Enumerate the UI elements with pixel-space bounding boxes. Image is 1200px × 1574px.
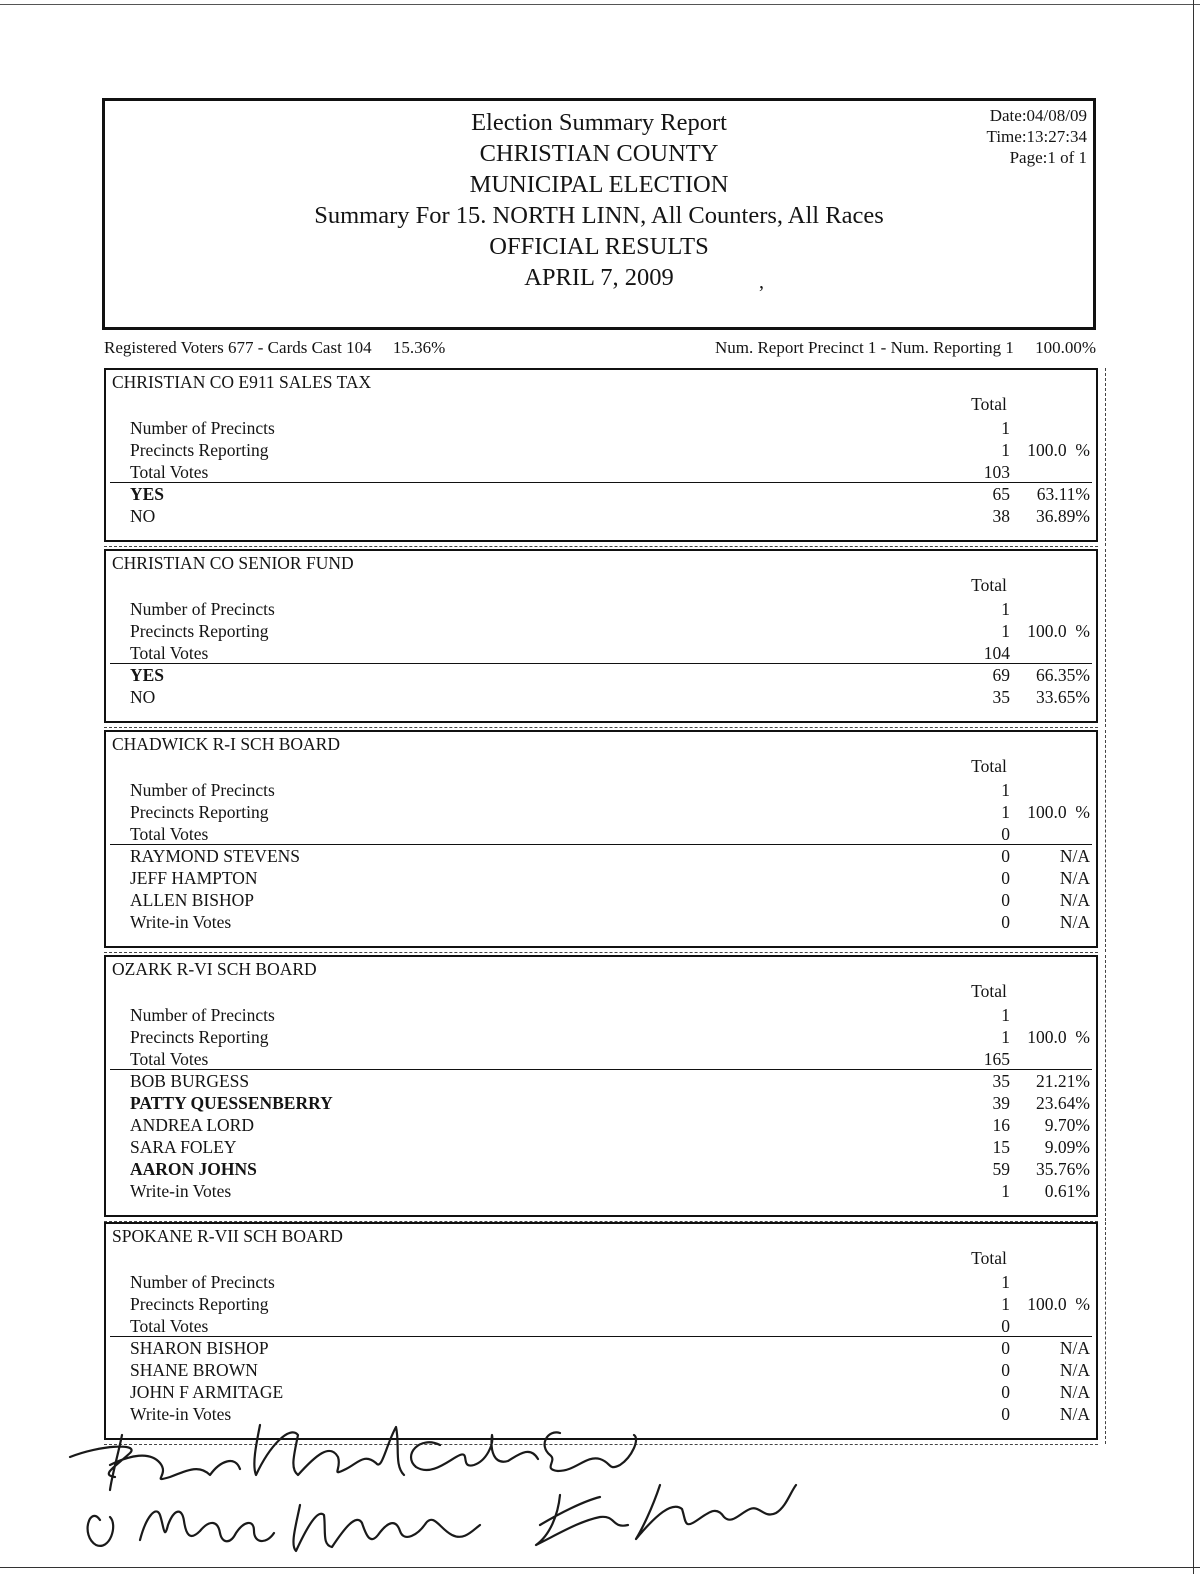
vote-total: 1 bbox=[1001, 1181, 1010, 1201]
stat-label: Number of Precincts bbox=[130, 599, 275, 619]
vote-total: 35 bbox=[992, 1071, 1010, 1091]
vote-total: 1 bbox=[1001, 440, 1010, 460]
election-name: MUNICIPAL ELECTION bbox=[469, 171, 729, 198]
race-box bbox=[104, 368, 1098, 542]
stat-row bbox=[106, 1316, 1096, 1338]
race-title: OZARK R-VI SCH BOARD bbox=[112, 959, 317, 979]
choice-name: NO bbox=[130, 687, 156, 707]
stat-label: Total Votes bbox=[130, 1316, 209, 1336]
vote-total: 0 bbox=[1001, 1360, 1010, 1380]
signatures bbox=[60, 1405, 820, 1565]
vote-total: 1 bbox=[1001, 1027, 1010, 1047]
choice-row bbox=[106, 912, 1096, 934]
report-time: Time:13:27:34 bbox=[986, 127, 1087, 146]
vote-total: 103 bbox=[983, 462, 1010, 482]
vote-total: 59 bbox=[992, 1159, 1010, 1179]
race-title: SPOKANE R-VII SCH BOARD bbox=[112, 1226, 343, 1246]
vote-percent: 100.0 % bbox=[1027, 802, 1090, 822]
choice-name: SARA FOLEY bbox=[130, 1137, 237, 1157]
stat-row bbox=[106, 802, 1096, 824]
county-name: CHRISTIAN COUNTY bbox=[479, 140, 719, 167]
vote-total: 0 bbox=[1001, 868, 1010, 888]
choice-name: YES bbox=[130, 484, 165, 504]
choice-name: Write-in Votes bbox=[130, 1404, 232, 1424]
choice-name: PATTY QUESSENBERRY bbox=[130, 1093, 333, 1113]
vote-percent: 66.35% bbox=[1036, 665, 1090, 685]
race-title: CHRISTIAN CO E911 SALES TAX bbox=[112, 372, 372, 392]
choice-name: NO bbox=[130, 506, 156, 526]
vote-percent: N/A bbox=[1059, 1338, 1090, 1358]
section-divider bbox=[110, 482, 1092, 483]
vote-percent: N/A bbox=[1059, 1404, 1090, 1424]
vote-percent: 0.61% bbox=[1044, 1181, 1090, 1201]
vote-percent: N/A bbox=[1059, 912, 1090, 932]
vote-percent: 100.0 % bbox=[1027, 1027, 1090, 1047]
report-meta bbox=[987, 105, 1087, 168]
vote-total: 0 bbox=[1001, 912, 1010, 932]
choice-name: SHARON BISHOP bbox=[130, 1338, 269, 1358]
vote-total: 1 bbox=[1001, 802, 1010, 822]
stat-row bbox=[106, 462, 1096, 484]
vote-percent: N/A bbox=[1059, 1360, 1090, 1380]
choice-row bbox=[106, 1360, 1096, 1382]
choice-name: Write-in Votes bbox=[130, 1181, 232, 1201]
vote-percent: 9.09% bbox=[1044, 1137, 1090, 1157]
choice-row bbox=[106, 1159, 1096, 1181]
report-title: Election Summary Report bbox=[471, 109, 727, 136]
vote-total: 38 bbox=[992, 506, 1010, 526]
signature-lisa-russell bbox=[536, 1485, 796, 1545]
stat-label: Number of Precincts bbox=[130, 780, 275, 800]
stat-label: Precincts Reporting bbox=[130, 621, 269, 641]
vote-total: 0 bbox=[1001, 1338, 1010, 1358]
choice-name: JEFF HAMPTON bbox=[130, 868, 258, 888]
stat-label: Total Votes bbox=[130, 462, 209, 482]
signature-carla-essert bbox=[411, 1432, 636, 1471]
stat-label: Precincts Reporting bbox=[130, 1294, 269, 1314]
choice-row bbox=[106, 506, 1096, 528]
race-title: CHRISTIAN CO SENIOR FUND bbox=[112, 553, 354, 573]
signature-marian-matthews bbox=[88, 1505, 480, 1551]
stat-row bbox=[106, 1005, 1096, 1027]
section-divider bbox=[110, 1069, 1092, 1070]
total-column-header: Total bbox=[971, 575, 1007, 595]
stat-label: Number of Precincts bbox=[130, 1272, 275, 1292]
turnout-summary bbox=[104, 338, 1096, 362]
vote-percent: N/A bbox=[1059, 846, 1090, 866]
stat-label: Number of Precincts bbox=[130, 1005, 275, 1025]
vote-total: 39 bbox=[992, 1093, 1010, 1113]
choice-row bbox=[106, 1338, 1096, 1360]
vote-total: 0 bbox=[1001, 1316, 1010, 1336]
vote-percent: N/A bbox=[1059, 890, 1090, 910]
total-column-header: Total bbox=[971, 1248, 1007, 1268]
vote-total: 104 bbox=[983, 643, 1010, 663]
choice-row bbox=[106, 484, 1096, 506]
choice-row bbox=[106, 868, 1096, 890]
vote-percent: 21.21% bbox=[1036, 1071, 1090, 1091]
race-box-edge bbox=[1099, 730, 1106, 952]
vote-total: 69 bbox=[992, 665, 1010, 685]
stat-row bbox=[106, 1294, 1096, 1316]
vote-total: 35 bbox=[992, 687, 1010, 707]
choice-name: Write-in Votes bbox=[130, 912, 232, 932]
total-column-header: Total bbox=[971, 981, 1007, 1001]
choice-row bbox=[106, 1137, 1096, 1159]
vote-total: 165 bbox=[983, 1049, 1010, 1069]
race-box bbox=[104, 549, 1098, 723]
scan-edge bbox=[1193, 0, 1194, 1574]
stat-row bbox=[106, 1027, 1096, 1049]
race-box bbox=[104, 955, 1098, 1217]
vote-percent: 100.0 % bbox=[1027, 440, 1090, 460]
vote-total: 0 bbox=[1001, 846, 1010, 866]
section-divider bbox=[110, 1336, 1092, 1337]
stat-label: Number of Precincts bbox=[130, 418, 275, 438]
race-box-edge bbox=[1099, 549, 1106, 727]
choice-row bbox=[106, 1115, 1096, 1137]
vote-total: 65 bbox=[992, 484, 1010, 504]
vote-total: 1 bbox=[1001, 621, 1010, 641]
choice-row bbox=[106, 687, 1096, 709]
stat-row bbox=[106, 780, 1096, 802]
choice-row bbox=[106, 1181, 1096, 1203]
vote-percent: N/A bbox=[1059, 868, 1090, 888]
vote-percent: 63.11% bbox=[1036, 484, 1090, 504]
stat-label: Total Votes bbox=[130, 643, 209, 663]
vote-total: 0 bbox=[1001, 1404, 1010, 1424]
section-divider bbox=[110, 844, 1092, 845]
race-box-edge bbox=[1099, 368, 1106, 546]
vote-total: 1 bbox=[1001, 418, 1010, 438]
registered-voters: Registered Voters 677 - Cards Cast 104 15.36% bbox=[104, 338, 446, 357]
choice-name: BOB BURGESS bbox=[130, 1071, 250, 1091]
stat-row bbox=[106, 1272, 1096, 1294]
signature-karen-moody bbox=[70, 1425, 404, 1490]
vote-total: 1 bbox=[1001, 599, 1010, 619]
stat-label: Precincts Reporting bbox=[130, 1027, 269, 1047]
race-box-edge bbox=[1099, 1222, 1106, 1444]
vote-total: 0 bbox=[1001, 824, 1010, 844]
stat-label: Precincts Reporting bbox=[130, 440, 269, 460]
stat-row bbox=[106, 621, 1096, 643]
vote-total: 1 bbox=[1001, 1272, 1010, 1292]
vote-percent: 35.76% bbox=[1036, 1159, 1090, 1179]
election-date: APRIL 7, 2009 bbox=[524, 264, 674, 291]
choice-row bbox=[106, 890, 1096, 912]
vote-percent: 100.0 % bbox=[1027, 621, 1090, 641]
choice-row bbox=[106, 665, 1096, 687]
stat-row bbox=[106, 440, 1096, 462]
section-divider bbox=[110, 663, 1092, 664]
stat-label: Total Votes bbox=[130, 1049, 209, 1069]
vote-total: 1 bbox=[1001, 780, 1010, 800]
total-column-header: Total bbox=[971, 394, 1007, 414]
choice-name: ALLEN BISHOP bbox=[130, 890, 254, 910]
stat-row bbox=[106, 1049, 1096, 1071]
report-header bbox=[102, 98, 1096, 330]
vote-percent: N/A bbox=[1059, 1382, 1090, 1402]
choice-name: RAYMOND STEVENS bbox=[130, 846, 301, 866]
stray-mark: , bbox=[759, 271, 764, 293]
vote-total: 15 bbox=[992, 1137, 1010, 1157]
vote-percent: 100.0 % bbox=[1027, 1294, 1090, 1314]
stat-row bbox=[106, 824, 1096, 846]
vote-percent: 36.89% bbox=[1036, 506, 1090, 526]
precincts-reporting-summary: Num. Report Precinct 1 - Num. Reporting 1 100.00% bbox=[714, 338, 1096, 357]
scan-edge bbox=[0, 0, 1200, 5]
vote-total: 1 bbox=[1001, 1005, 1010, 1025]
vote-total: 0 bbox=[1001, 890, 1010, 910]
total-column-header: Total bbox=[971, 756, 1007, 776]
choice-name: YES bbox=[130, 665, 165, 685]
choice-name: JOHN F ARMITAGE bbox=[130, 1382, 284, 1402]
race-box bbox=[104, 730, 1098, 948]
vote-total: 16 bbox=[992, 1115, 1010, 1135]
header-titles bbox=[105, 107, 1093, 293]
choice-name: AARON JOHNS bbox=[130, 1159, 257, 1179]
stat-label: Total Votes bbox=[130, 824, 209, 844]
stat-row bbox=[106, 418, 1096, 440]
stat-row bbox=[106, 599, 1096, 621]
vote-total: 0 bbox=[1001, 1382, 1010, 1402]
choice-row bbox=[106, 1071, 1096, 1093]
results-status: OFFICIAL RESULTS bbox=[489, 233, 709, 260]
race-title: CHADWICK R-I SCH BOARD bbox=[112, 734, 340, 754]
choice-row bbox=[106, 1382, 1096, 1404]
summary-for: Summary For 15. NORTH LINN, All Counters, All Races bbox=[314, 202, 884, 229]
choice-name: ANDREA LORD bbox=[130, 1115, 254, 1135]
choice-row bbox=[106, 846, 1096, 868]
report-date: Date:04/08/09 bbox=[989, 106, 1087, 125]
race-box-edge bbox=[1099, 955, 1106, 1221]
choice-name: SHANE BROWN bbox=[130, 1360, 258, 1380]
choice-row bbox=[106, 1093, 1096, 1115]
vote-percent: 33.65% bbox=[1036, 687, 1090, 707]
stat-label: Precincts Reporting bbox=[130, 802, 269, 822]
report-page: Page:1 of 1 bbox=[1009, 148, 1087, 167]
vote-percent: 23.64% bbox=[1036, 1093, 1090, 1113]
vote-percent: 9.70% bbox=[1044, 1115, 1090, 1135]
stat-row bbox=[106, 643, 1096, 665]
scan-edge bbox=[0, 1567, 1200, 1568]
vote-total: 1 bbox=[1001, 1294, 1010, 1314]
